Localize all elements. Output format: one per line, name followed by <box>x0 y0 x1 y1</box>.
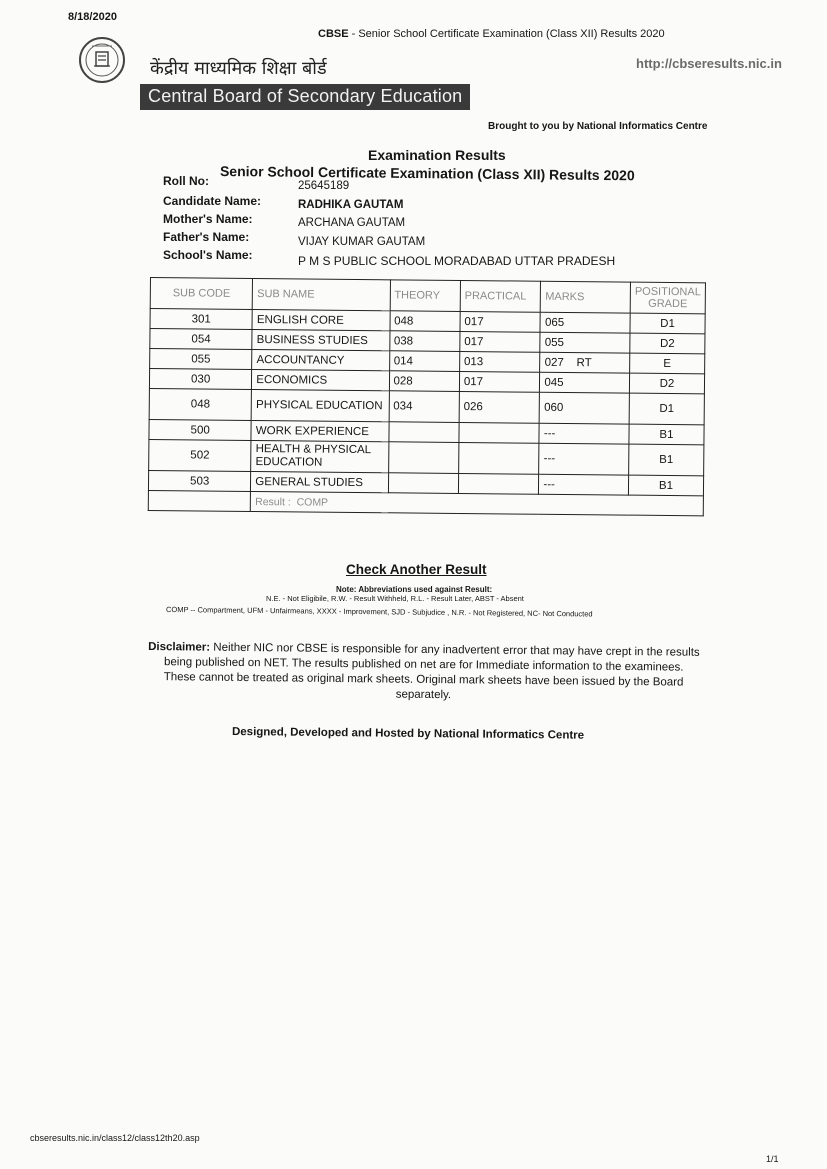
sub-code-cell: 500 <box>149 419 251 440</box>
disclaimer-text: Neither NIC nor CBSE is responsible for any inadvertent error that may have crept in the results being published on NET. The results published on net are for Immediate information to the examinees. These cannot be treated as original mark sheets. Original mark sheets have been issued by the Board separately. <box>163 641 700 702</box>
theory-cell: 048 <box>390 311 461 332</box>
header-grade-line2: GRADE <box>648 297 688 311</box>
practical-cell: 017 <box>460 311 541 332</box>
theory-cell: 038 <box>389 331 460 352</box>
result-value: COMP <box>296 495 329 509</box>
result-spacer-cell <box>148 490 250 511</box>
sub-name-cell: ACCOUNTANCY <box>252 349 389 370</box>
abbreviations-heading: Note: Abbreviations used against Result: <box>336 585 493 594</box>
mother-name-value: ARCHANA GAUTAM <box>298 217 406 229</box>
school-name-value: P M S PUBLIC SCHOOL MORADABAD UTTAR PRADESH <box>298 254 616 268</box>
site-url: http://cbseresults.nic.in <box>636 56 782 71</box>
practical-cell: 013 <box>459 351 540 372</box>
footer-page-url: cbseresults.nic.in/class12/class12th20.asp <box>30 1133 200 1143</box>
check-another-result-link[interactable]: Check Another Result <box>346 562 487 577</box>
result-label: Result : <box>255 495 291 508</box>
designed-by-note: Designed, Developed and Hosted by National Informatics Centre <box>231 726 585 742</box>
exam-heading: Examination Results <box>368 147 506 163</box>
marks-cell: 055 <box>540 332 630 353</box>
page-number: 1/1 <box>766 1154 779 1164</box>
sub-code-cell: 502 <box>149 439 252 471</box>
abbreviations-line-2: COMP -- Compartment, UFM - Unfairmeans, XXXX - Improvement, SJD - Subjudice , N.R. - Not Registered, NC- Not Conducted <box>165 605 593 619</box>
header-sub-code: SUB CODE <box>150 278 253 310</box>
roll-no-value: 25645189 <box>298 180 350 192</box>
print-title-rest: - Senior School Certificate Examination (Class XII) Results 2020 <box>348 28 665 40</box>
theory-cell <box>388 422 459 443</box>
sub-name-cell: PHYSICAL EDUCATION <box>251 389 389 421</box>
disclaimer <box>147 640 700 706</box>
grade-cell: E <box>630 353 705 374</box>
header-grade <box>630 282 705 314</box>
sub-name-cell: WORK EXPERIENCE <box>251 420 388 441</box>
sub-code-cell: 054 <box>150 329 252 350</box>
mother-name-label: Mother's Name: <box>163 212 253 226</box>
board-name-english: Central Board of Secondary Education <box>140 84 470 110</box>
sub-code-cell: 503 <box>148 470 250 491</box>
grade-cell: B1 <box>628 475 703 496</box>
print-date: 8/18/2020 <box>68 11 117 23</box>
marks-cell: 045 <box>540 372 630 393</box>
sub-code-cell: 048 <box>149 388 252 420</box>
sub-name-cell: GENERAL STUDIES <box>251 471 388 492</box>
grade-cell: D2 <box>629 373 704 394</box>
school-name-label: School's Name: <box>163 248 253 262</box>
practical-cell <box>458 473 539 494</box>
marks-cell: --- <box>539 423 629 444</box>
header-sub-name: SUB NAME <box>252 278 390 310</box>
sub-code-cell: 301 <box>150 309 252 330</box>
marks-cell: --- <box>539 443 629 475</box>
theory-cell <box>388 442 459 474</box>
candidate-name-value: RADHIKA GAUTAM <box>298 199 404 211</box>
sub-name-cell: ENGLISH CORE <box>252 309 389 330</box>
exam-subheading: Senior School Certificate Examination (Class XII) Results 2020 <box>219 163 635 184</box>
practical-cell <box>459 422 540 443</box>
sub-name-cell: ECONOMICS <box>252 369 389 390</box>
practical-cell <box>458 442 539 474</box>
result-cell <box>251 491 704 515</box>
father-name-label: Father's Name: <box>163 230 250 244</box>
candidate-name-label: Candidate Name: <box>163 194 262 208</box>
sub-name-cell: HEALTH & PHYSICAL EDUCATION <box>251 440 389 472</box>
cbse-emblem-icon <box>78 36 126 84</box>
theory-cell: 028 <box>389 371 460 392</box>
disclaimer-label: Disclaimer: <box>148 641 211 654</box>
print-title-prefix: CBSE <box>318 28 349 40</box>
grade-cell: B1 <box>629 444 704 476</box>
marks-cell: 060 <box>540 392 630 424</box>
theory-cell: 014 <box>389 351 460 372</box>
marks-cell: 027 RT <box>540 352 630 373</box>
grade-cell: D2 <box>630 333 705 354</box>
header-theory: THEORY <box>390 280 461 312</box>
marks-cell: --- <box>539 474 629 495</box>
board-name-hindi: केंद्रीय माध्यमिक शिक्षा बोर्ड <box>150 58 327 79</box>
marks-cell: 065 <box>540 312 630 333</box>
grade-cell: D1 <box>629 393 704 425</box>
header-marks: MARKS <box>541 281 631 313</box>
sub-code-cell: 055 <box>150 349 252 370</box>
brought-by-note: Brought to you by National Informatics Centre <box>488 121 708 132</box>
print-title <box>318 28 665 40</box>
header-grade-line1: POSITIONAL <box>634 285 701 299</box>
theory-cell: 034 <box>389 391 460 423</box>
marks-table <box>148 277 706 516</box>
practical-cell: 017 <box>459 371 540 392</box>
header-practical: PRACTICAL <box>460 280 541 312</box>
practical-cell: 026 <box>459 391 540 423</box>
theory-cell <box>388 473 459 494</box>
grade-cell: D1 <box>630 313 705 334</box>
father-name-value: VIJAY KUMAR GAUTAM <box>298 236 426 248</box>
roll-no-label: Roll No: <box>163 174 209 188</box>
result-row <box>148 490 703 515</box>
sub-name-cell: BUSINESS STUDIES <box>252 329 389 350</box>
abbreviations-line-1: N.E. - Not Eligibile, R.W. - Result Withheld, R.L. - Result Later, ABST - Absent <box>266 594 524 603</box>
grade-cell: B1 <box>629 424 704 445</box>
practical-cell: 017 <box>460 331 541 352</box>
sub-code-cell: 030 <box>149 369 251 390</box>
